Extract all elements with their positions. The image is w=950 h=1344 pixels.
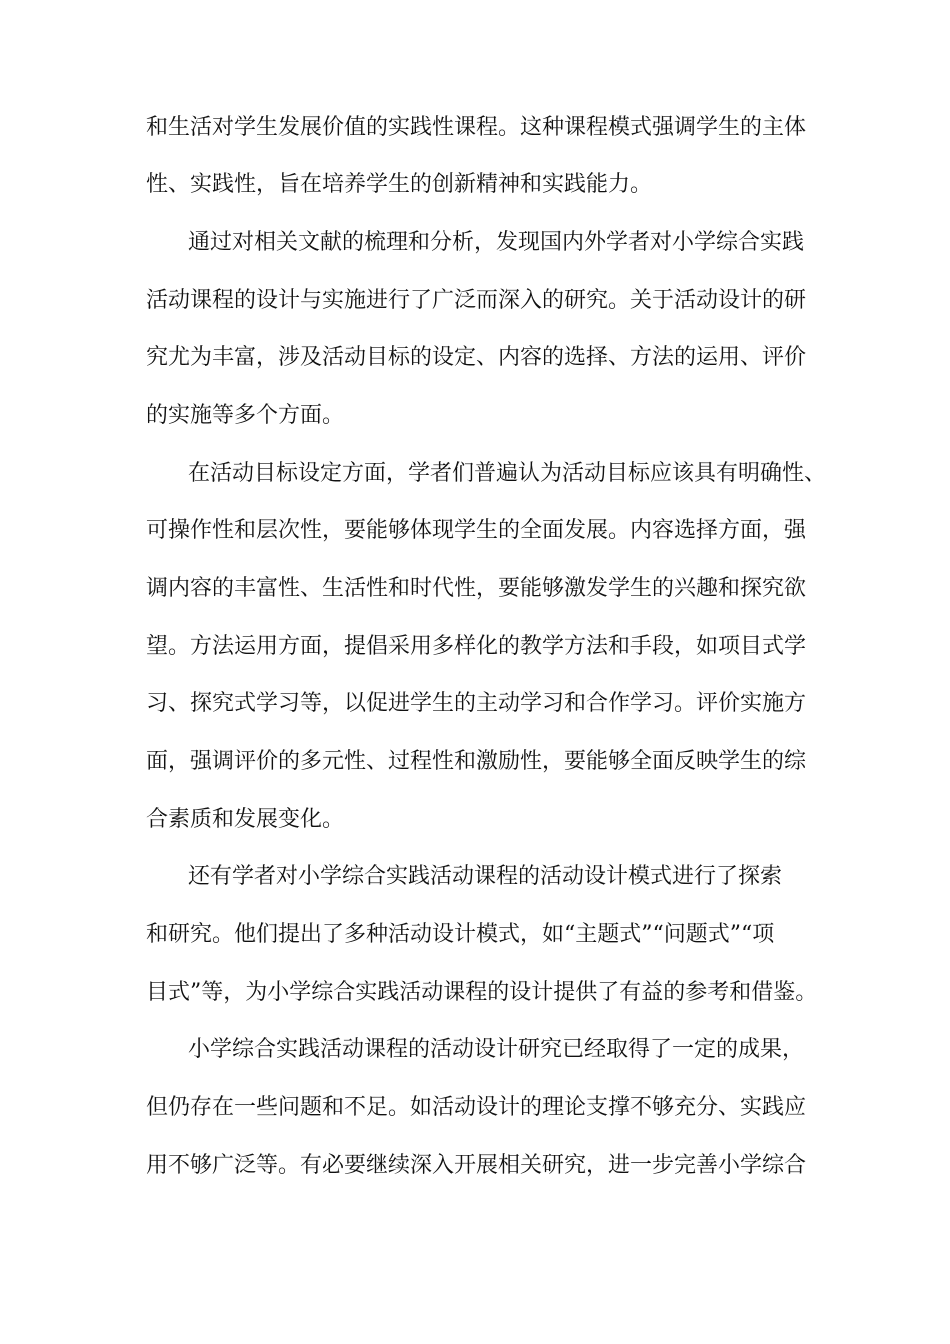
- text-line: 性、实践性，旨在培养学生的创新精神和实践能力。: [146, 172, 653, 197]
- text-line: 面，强调评价的多元性、过程性和激励性，要能够全面反映学生的综: [146, 749, 807, 774]
- text-line: 目式”等，为小学综合实践活动课程的设计提供了有益的参考和借鉴。: [146, 980, 818, 1005]
- text-line: 和研究。他们提出了多种活动设计模式，如“主题式”“问题式”“项: [146, 922, 775, 947]
- text-line: 合素质和发展变化。: [146, 807, 345, 832]
- text-line: 但仍存在一些问题和不足。如活动设计的理论支撑不够充分、实践应: [146, 1095, 807, 1120]
- text-line: 习、探究式学习等，以促进学生的主动学习和合作学习。评价实施方: [146, 691, 807, 716]
- text-line: 调内容的丰富性、生活性和时代性，要能够激发学生的兴趣和探究欲: [146, 576, 807, 601]
- paragraph-first-line: 还有学者对小学综合实践活动课程的活动设计模式进行了探索: [188, 864, 783, 889]
- text-line: 可操作性和层次性，要能够体现学生的全面发展。内容选择方面，强: [146, 518, 807, 543]
- paragraph-first-line: 小学综合实践活动课程的活动设计研究已经取得了一定的成果，: [188, 1037, 805, 1062]
- text-line: 和生活对学生发展价值的实践性课程。这种课程模式强调学生的主体: [146, 115, 807, 140]
- text-line: 用不够广泛等。有必要继续深入开展相关研究，进一步完善小学综合: [146, 1153, 807, 1178]
- text-line: 望。方法运用方面，提倡采用多样化的教学方法和手段，如项目式学: [146, 634, 807, 659]
- text-line: 究尤为丰富，涉及活动目标的设定、内容的选择、方法的运用、评价: [146, 345, 807, 370]
- paragraph-first-line: 在活动目标设定方面，学者们普遍认为活动目标应该具有明确性、: [188, 461, 827, 486]
- text-line: 的实施等多个方面。: [146, 403, 345, 428]
- paragraph-first-line: 通过对相关文献的梳理和分析，发现国内外学者对小学综合实践: [188, 230, 805, 255]
- text-line: 活动课程的设计与实施进行了广泛而深入的研究。关于活动设计的研: [146, 288, 807, 313]
